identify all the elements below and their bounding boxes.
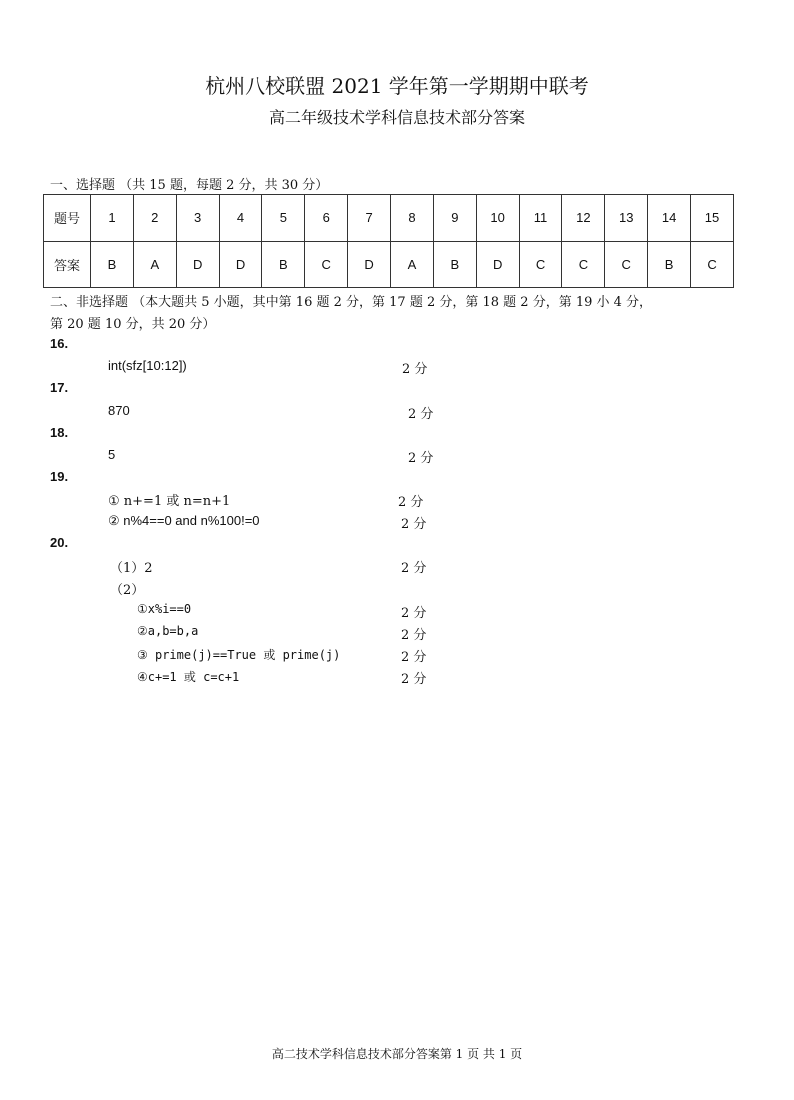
table-cell: 7 [348,195,391,242]
q20-answer-2: ②a,b=b,a [137,624,199,638]
page-subtitle: 高二年级技术学科信息技术部分答案 [268,108,525,127]
q20-score-2: 2 分 [401,628,427,643]
page-title: 杭州八校联盟 2021 学年第一学期期中联考 [205,74,589,98]
q16-answer: int(sfz[10:12]) [108,358,187,373]
table-row-numbers [44,195,734,242]
table-cell: 9 [433,195,476,242]
table-cell: C [519,241,562,288]
q20-score-3: 2 分 [401,650,427,665]
table-cell: 10 [476,195,519,242]
q20-part1-score: 2 分 [401,561,427,576]
q20-answer-1: ①x%i==0 [137,602,192,616]
table-cell: D [348,241,391,288]
table-cell: D [219,241,262,288]
q18-answer: 5 [108,447,116,462]
q20-answer-3: ③ prime(j)==True 或 prime(j) [137,648,341,662]
table-cell: A [133,241,176,288]
section1-heading: 一、选择题 （共 15 题，每题 2 分，共 30 分） [50,178,329,193]
answer-table [43,194,734,288]
table-cell: D [176,241,219,288]
q20-part2-label: （2） [110,583,145,598]
table-cell: C [562,241,605,288]
table-cell: 4 [219,195,262,242]
q20-score-4: 2 分 [401,672,427,687]
table-cell: C [691,241,734,288]
table-cell: 1 [91,195,134,242]
table-cell: B [262,241,305,288]
q17-score: 2 分 [408,407,434,422]
table-cell: 11 [519,195,562,242]
table-cell: 15 [691,195,734,242]
table-cell: 6 [305,195,348,242]
table-cell: D [476,241,519,288]
table-cell: 2 [133,195,176,242]
q19-answer-2: ② n%4==0 and n%100!=0 [108,513,260,528]
q19-score-2: 2 分 [401,517,427,532]
q16-number: 16. [50,336,69,351]
table-cell: C [605,241,648,288]
q17-number: 17. [50,380,69,395]
q19-score-1: 2 分 [398,495,424,510]
q20-number: 20. [50,535,69,550]
q18-number: 18. [50,425,69,440]
q19-answer-1: ① n+=1 或 n=n+1 [108,494,231,509]
table-cell: A [391,241,434,288]
row-label-answer: 答案 [44,241,91,288]
q20-score-1: 2 分 [401,606,427,621]
q20-part1-answer: （1）2 [110,561,153,576]
q18-score: 2 分 [408,451,434,466]
table-cell: 3 [176,195,219,242]
table-cell: 13 [605,195,648,242]
table-row-answers [44,241,734,288]
row-label-number: 题号 [44,195,91,242]
table-cell: B [648,241,691,288]
table-cell: 5 [262,195,305,242]
table-cell: C [305,241,348,288]
section2-heading-line2: 第 20 题 10 分，共 20 分） [50,317,216,332]
table-cell: 8 [391,195,434,242]
q20-answer-4: ④c+=1 或 c=c+1 [137,670,240,684]
q16-score: 2 分 [402,362,428,377]
table-cell: 14 [648,195,691,242]
table-cell: 12 [562,195,605,242]
section2-heading-line1: 二、非选择题 （本大题共 5 小题，其中第 16 题 2 分，第 17 题 2 分，第 18 题 2 分，第 19 小 4 分， [50,295,653,310]
page-footer: 高二技术学科信息技术部分答案第 1 页 共 1 页 [271,1047,523,1061]
table-cell: B [433,241,476,288]
q19-number: 19. [50,469,69,484]
table-cell: B [91,241,134,288]
q17-answer: 870 [108,403,130,418]
